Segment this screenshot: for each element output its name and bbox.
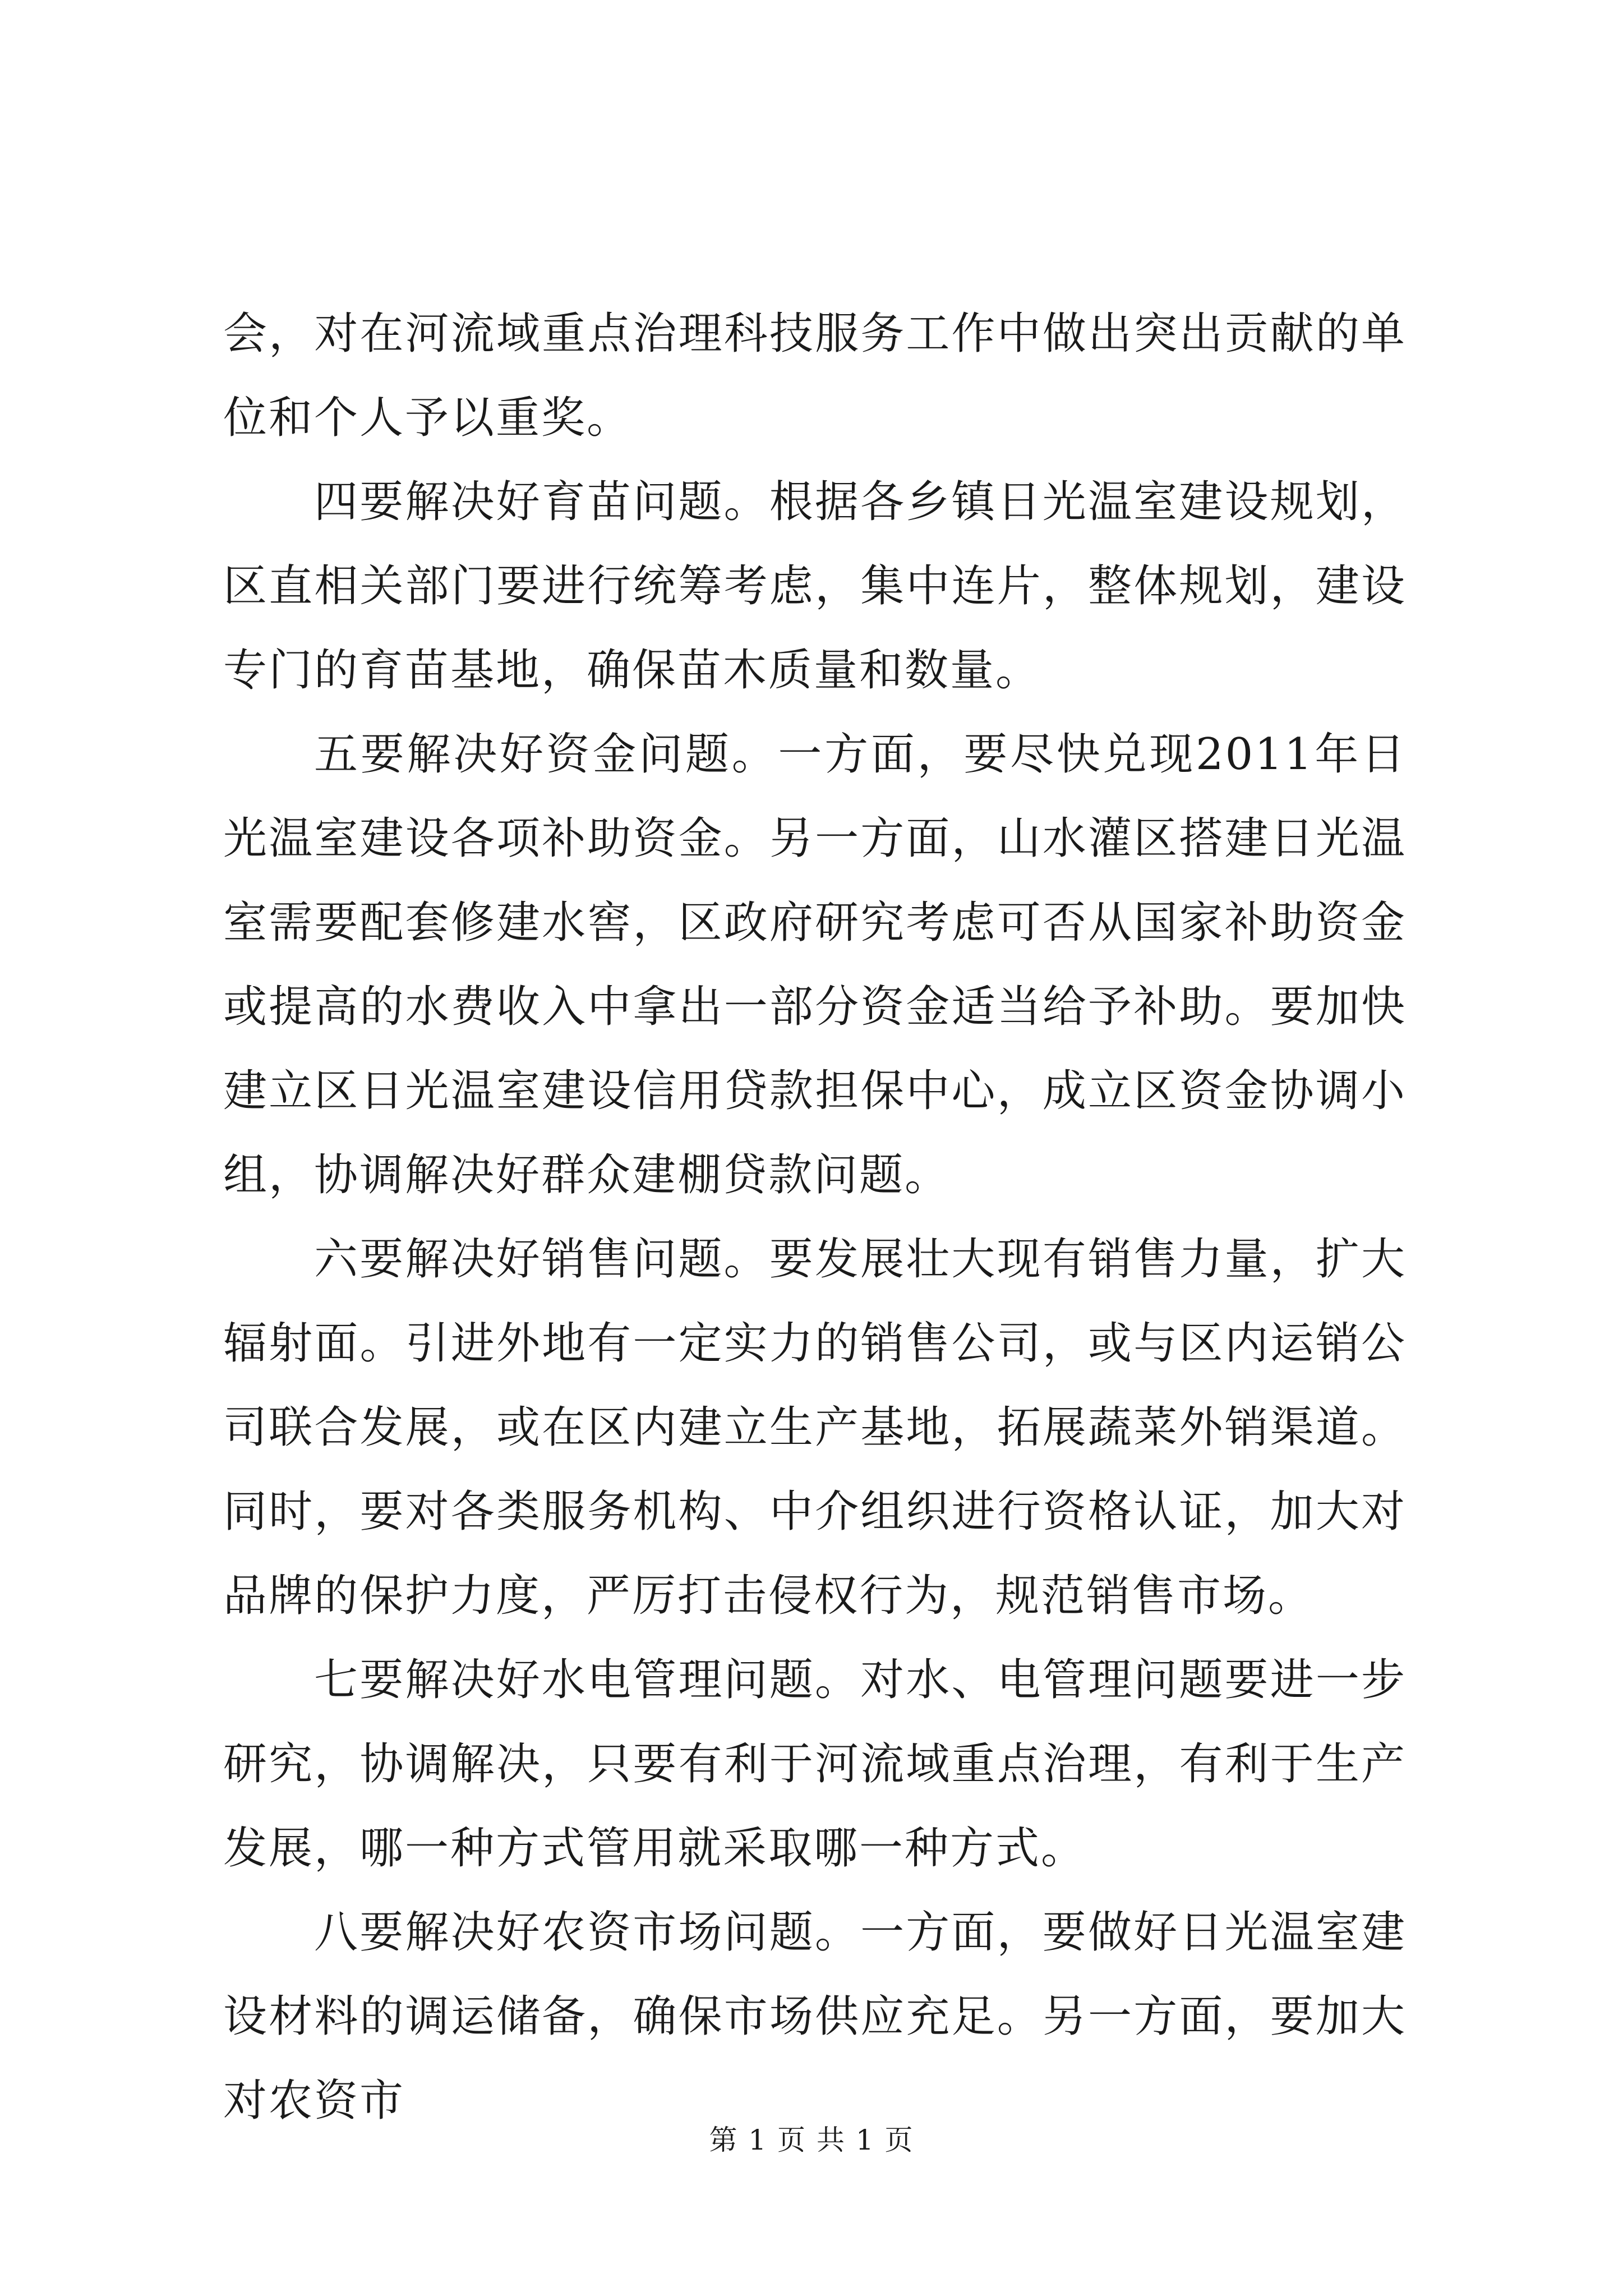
paragraph-agri-market: 八要解决好农资市场问题。一方面，要做好日光温室建设材料的调运储备，确保市场供应充足。另一方面，要加大对农资市	[223, 1907, 1407, 2126]
paragraph-funding: 五要解决好资金问题。一方面，要尽快兑现2011年日光温室建设各项补助资金。另一方面，山水灌区搭建日光温室需要配套修建水窖，区政府研究考虑可否从国家补助资金或提高的水费收入中拿出一部分资金适当给予补助。要加快建立区日光温室建设信用贷款担保中心，成立区资金协调小组，协调解决好群众建棚贷款问题。	[223, 729, 1407, 1200]
page-footer: 第 1 页 共 1 页	[709, 2124, 914, 2156]
paragraph-seedling: 四要解决好育苗问题。根据各乡镇日光温室建设规划，区直相关部门要进行统筹考虑，集中连片，整体规划，建设专门的育苗基地，确保苗木质量和数量。	[223, 477, 1407, 696]
document-body	[223, 292, 1407, 2143]
paragraph-continuation: 会，对在河流域重点治理科技服务工作中做出突出贡献的单位和个人予以重奖。	[223, 309, 1407, 443]
paragraph-water-power: 七要解决好水电管理问题。对水、电管理问题要进一步研究，协调解决，只要有利于河流域重点治理，有利于生产发展，哪一种方式管用就采取哪一种方式。	[223, 1655, 1407, 1874]
paragraph-sales: 六要解决好销售问题。要发展壮大现有销售力量，扩大辐射面。引进外地有一定实力的销售公司，或与区内运销公司联合发展，或在区内建立生产基地，拓展蔬菜外销渠道。同时，要对各类服务机构、中介组织进行资格认证，加大对品牌的保护力度，严厉打击侵权行为，规范销售市场。	[223, 1234, 1407, 1621]
